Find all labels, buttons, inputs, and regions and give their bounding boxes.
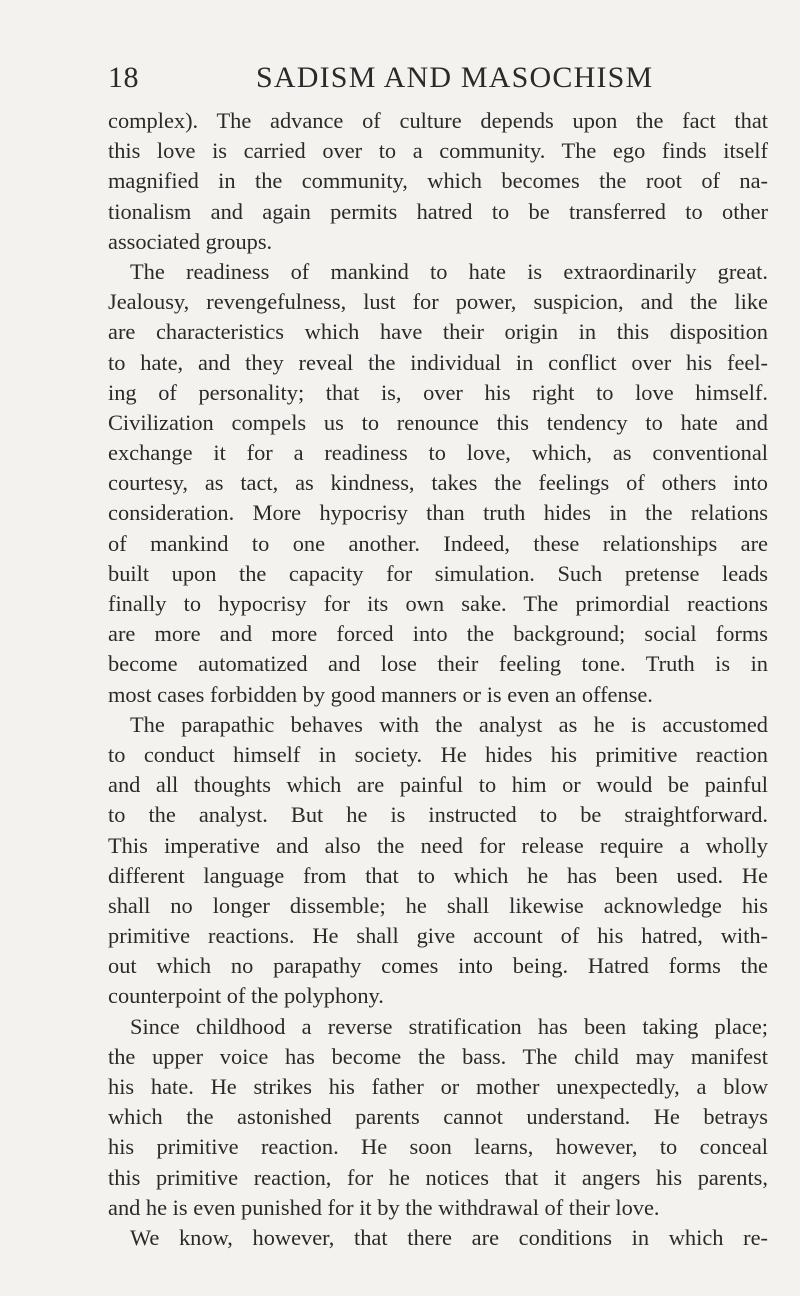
text-line: Jealousy, revengefulness, lust for power, suspicion, and the like [108,289,768,315]
text-line: to conduct himself in society. He hides his primitive reaction [108,741,768,767]
text-line: consideration. More hypocrisy than truth hides in the relations [108,500,768,526]
text-line: his primitive reaction. He soon learns, however, to conceal [108,1134,768,1160]
text-line: magnified in the community, which becomes the root of na- [108,168,768,194]
text-line: courtesy, as tact, as kindness, takes the feelings of others into [108,470,768,496]
text-line: become automatized and lose their feeling tone. Truth is in [108,651,768,677]
text-line: and he is even punished for it by the withdrawal of their love. [108,1194,660,1220]
text-line: tionalism and again permits hatred to be transferred to other [108,198,768,224]
text-line: out which no parapathy comes into being. Hatred forms the [108,953,768,979]
text-line: his hate. He strikes his father or mother unexpectedly, a blow [108,1074,768,1099]
text-line: finally to hypocrisy for its own sake. The primordial reactions [108,591,768,616]
text-line: The readiness of mankind to hate is extraordinarily great. [130,258,768,284]
text-line: are more and more forced into the background; social forms [108,621,768,647]
text-line: We know, however, that there are conditions in which re- [130,1224,768,1250]
text-line: of mankind to one another. Indeed, these relationships are [108,530,768,556]
text-line: This imperative and also the need for release require a wholly [108,832,768,858]
text-line: this love is carried over to a community. The ego finds itself [108,138,768,164]
text-line: the upper voice has become the bass. The child may manifest [108,1043,768,1069]
text-line: shall no longer dissemble; he shall likewise acknowledge his [108,892,768,918]
text-line: ing of personality; that is, over his right to love himself. [108,379,768,405]
text-line: which the astonished parents cannot understand. He betrays [108,1104,768,1130]
text-line: different language from that to which he has been used. He [108,862,768,888]
text-line: and all thoughts which are painful to him or would be painful [108,772,768,798]
page-header [108,58,768,98]
text-line: most cases forbidden by good manners or is even an offense. [108,681,653,707]
text-line: Since childhood a reverse stratification has been taking place; [130,1013,768,1039]
text-line: are characteristics which have their origin in this disposition [108,319,768,345]
text-line: counterpoint of the polyphony. [108,983,384,1009]
text-line: The parapathic behaves with the analyst as he is accustomed [130,711,768,737]
text-line: primitive reactions. He shall give account of his hatred, with- [108,923,768,949]
text-line: this primitive reaction, for he notices that it angers his parents, [108,1164,768,1190]
text-line: associated groups. [108,228,273,254]
text-line: complex). The advance of culture depends upon the fact that [108,108,768,133]
running-title: SADISM AND MASOCHISM [256,61,654,94]
body-text [108,106,768,1253]
text-line: exchange it for a readiness to love, which, as conventional [108,440,768,466]
text-line: to hate, and they reveal the individual in conflict over his feel- [108,349,768,375]
page-number: 18 [108,61,139,94]
text-line: to the analyst. But he is instructed to be straightforward. [108,802,768,828]
text-line: built upon the capacity for simulation. Such pretense leads [108,560,768,586]
text-line: Civilization compels us to renounce this tendency to hate and [108,409,768,435]
